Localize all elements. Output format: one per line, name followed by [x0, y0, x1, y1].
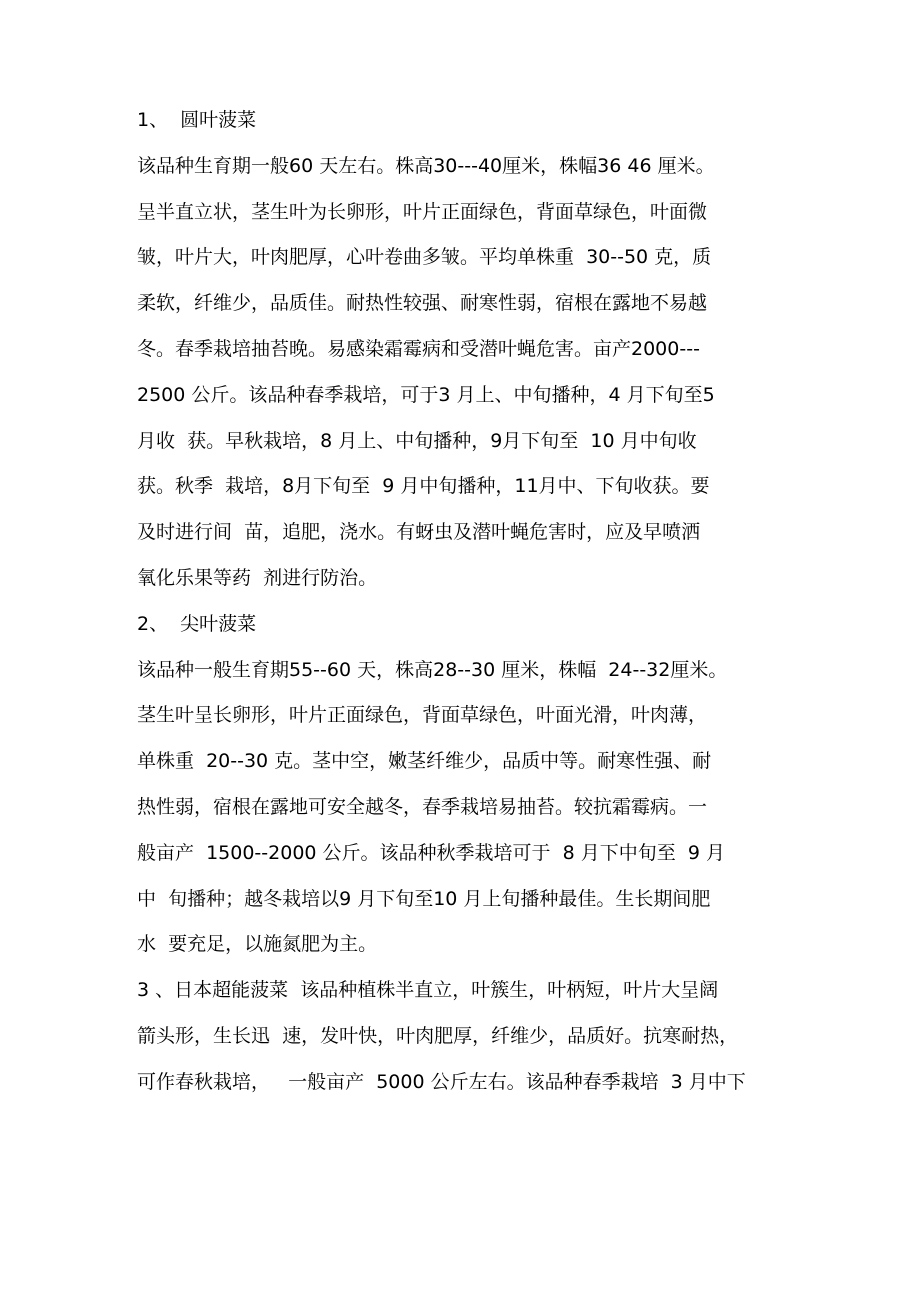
heading-round-leaf-spinach: 1、 圆叶菠菜 [137, 109, 257, 131]
text-line: 皱，叶片大，叶肉肥厚，心叶卷曲多皱。平均单株重 30--50 克，质 [137, 246, 712, 269]
text-line: 单株重 20--30 克。茎中空，嫩茎纤维少，品质中等。耐寒性强、耐 [137, 750, 712, 773]
text-line: 中 旬播种；越冬栽培以9 月下旬至10 月上旬播种最佳。生长期间肥 [137, 887, 711, 910]
text-line: 水 要充足，以施氮肥为主。 [137, 933, 378, 956]
text-line: 箭头形，生长迅 速，发叶快，叶肉肥厚，纤维少，品质好。抗寒耐热， [137, 1024, 739, 1047]
text-line: 热性弱，宿根在露地可安全越冬，春季栽培易抽苔。较抗霜霉病。一 [137, 795, 708, 818]
text-line: 该品种生育期一般60 天左右。株高30---40厘米，株幅36 46 厘米。 [137, 154, 715, 177]
heading-japanese-spinach: 3 、日本超能菠菜 该品种植株半直立，叶簇生，叶柄短，叶片大呈阔 [137, 979, 719, 1002]
text-line: 呈半直立状，茎生叶为长卵形，叶片正面绿色，背面草绿色，叶面微 [137, 200, 708, 223]
text-line: 柔软，纤维少，品质佳。耐热性较强、耐寒性弱，宿根在露地不易越 [137, 292, 708, 315]
text-line: 获。秋季 栽培，8月下旬至 9 月中旬播种，11月中、下旬收获。要 [137, 475, 710, 498]
text-line: 茎生叶呈长卵形，叶片正面绿色，背面草绿色，叶面光滑，叶肉薄， [137, 704, 708, 727]
document-body [137, 98, 797, 1106]
text-line: 月收 获。早秋栽培，8 月上、中旬播种，9月下旬至 10 月中旬收 [137, 429, 697, 452]
text-line: 2500 公斤。该品种春季栽培，可于3 月上、中旬播种，4 月下旬至5 [137, 383, 715, 406]
text-line: 冬。春季栽培抽苔晚。易感染霜霉病和受潜叶蝇危害。亩产2000--- [137, 337, 700, 360]
text-line: 氧化乐果等药 剂进行防治。 [137, 566, 378, 589]
text-line: 该品种一般生育期55--60 天，株高28--30 厘米，株幅 24--32厘米。 [137, 658, 728, 681]
text-line: 般亩产 1500--2000 公斤。该品种秋季栽培可于 8 月下中旬至 9 月 [137, 841, 725, 864]
text-line: 及时进行间 苗，追肥，浇水。有蚜虫及潜叶蝇危害时，应及早喷洒 [137, 521, 701, 544]
text-line: 可作春秋栽培， 一般亩产 5000 公斤左右。该品种春季栽培 3 月中下 [137, 1070, 746, 1093]
heading-pointed-leaf-spinach: 2、 尖叶菠菜 [137, 612, 257, 635]
